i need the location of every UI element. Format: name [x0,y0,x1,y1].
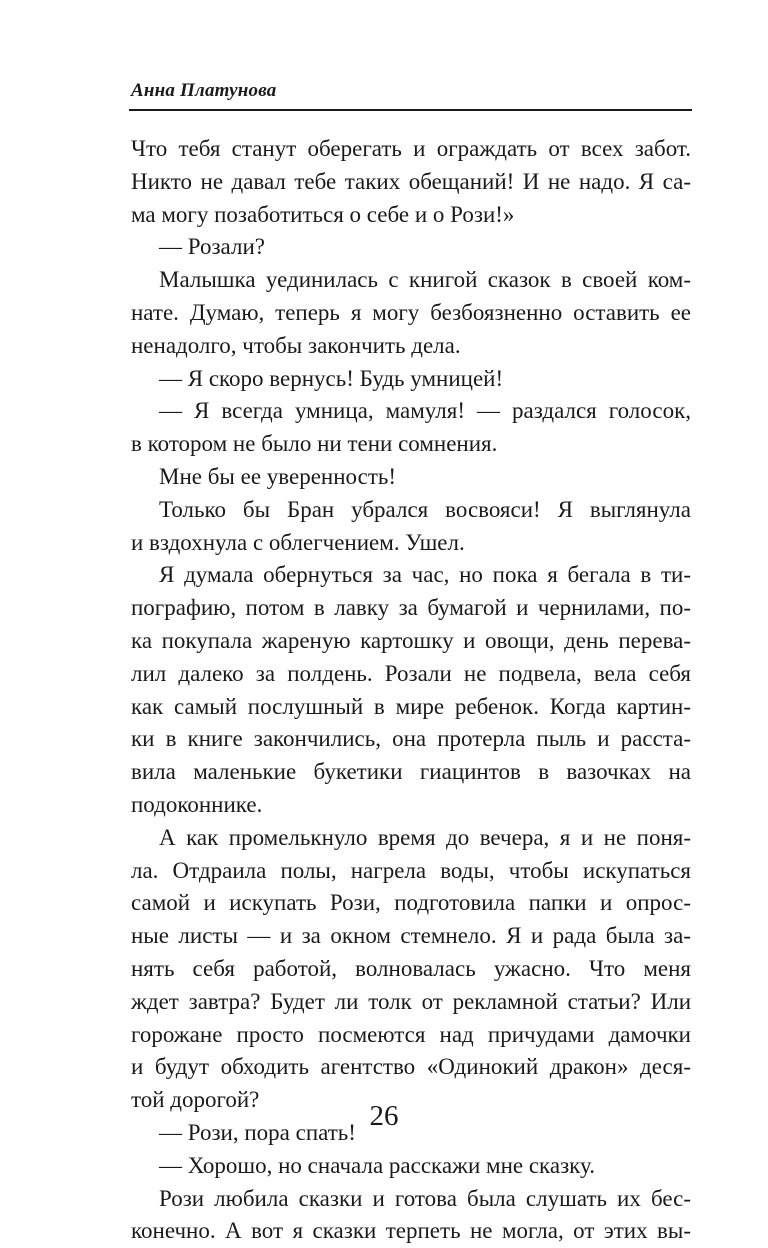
text-line: как самый послушный в мире ребенок. Когда картин- [131,693,691,719]
text-line: — Рози, пора спать! [159,1119,356,1145]
page-number: 26 [369,1100,399,1132]
text-line: ла. Отдраила полы, нагрела воды, чтобы искупаться [131,857,691,883]
text-line: нять себя работой, волновалась ужасно. Что меня [131,955,691,981]
running-head-author: Анна Платунова [131,80,277,101]
text-line: лил далеко за полдень. Розали не подвела, вела себя [131,660,691,686]
text-line: ка покупала жареную картошку и овощи, день перева- [131,627,691,653]
text-line: подоконнике. [131,791,263,817]
header-rule [129,109,692,111]
text-line: и будут обходить агентство «Одинокий дракон» деся- [131,1054,691,1080]
text-line: Малышка уединилась с книгой сказок в своей ком- [159,267,691,293]
text-line: — Я скоро вернусь! Будь умницей! [159,365,504,391]
text-line: ные листы — и за окном стемнело. Я и рада была за- [131,923,691,949]
text-line: той дорогой? [131,1087,260,1113]
text-line: — Хорошо, но сначала расскажи мне сказку. [159,1152,595,1178]
text-line: самой и искупать Рози, подготовила папки и опрос- [131,890,691,916]
text-line: Мне бы ее уверенность! [159,463,397,489]
text-line: ки в книге закончились, она протерла пыль и расста- [131,726,691,752]
text-line: Что тебя станут оберегать и ограждать от всех забот. [131,136,691,161]
text-line: Я думала обернуться за час, но пока я бегала в ти- [159,562,691,588]
text-line: нате. Думаю, теперь я могу безбоязненно оставить ее [131,299,691,325]
text-line: в котором не было ни тени сомнения. [131,431,498,457]
text-line: ждет завтра? Будет ли толк от рекламной статьи? Или [131,988,691,1014]
text-line: и вздохнула с облегчением. Ушел. [131,529,465,555]
text-line: пографию, потом в лавку за бумагой и чернилами, по- [131,595,691,621]
text-line: — Розали? [159,234,265,260]
text-line: А как промелькнуло время до вечера, я и не поня- [159,824,691,850]
text-line: — Я всегда умница, мамуля! — раздался голосок, [159,398,691,424]
text-line: горожане просто посмеются над причудами дамочки [131,1021,691,1047]
text-line: конечно. А вот я сказки терпеть не могла, от этих вы- [131,1218,691,1244]
text-line: Никто не давал тебе таких обещаний! И не надо. Я са- [131,168,691,194]
text-line: Рози любила сказки и готова была слушать их бес- [159,1185,691,1211]
body-text [131,133,691,1248]
text-line: Только бы Бран убрался восвояси! Я выглянула [159,496,691,522]
text-line: ненадолго, чтобы закончить дела. [131,332,461,358]
text-line: вила маленькие букетики гиацинтов в вазочках на [131,759,691,785]
text-line: ма могу позаботиться о себе и о Рози!» [131,201,515,227]
